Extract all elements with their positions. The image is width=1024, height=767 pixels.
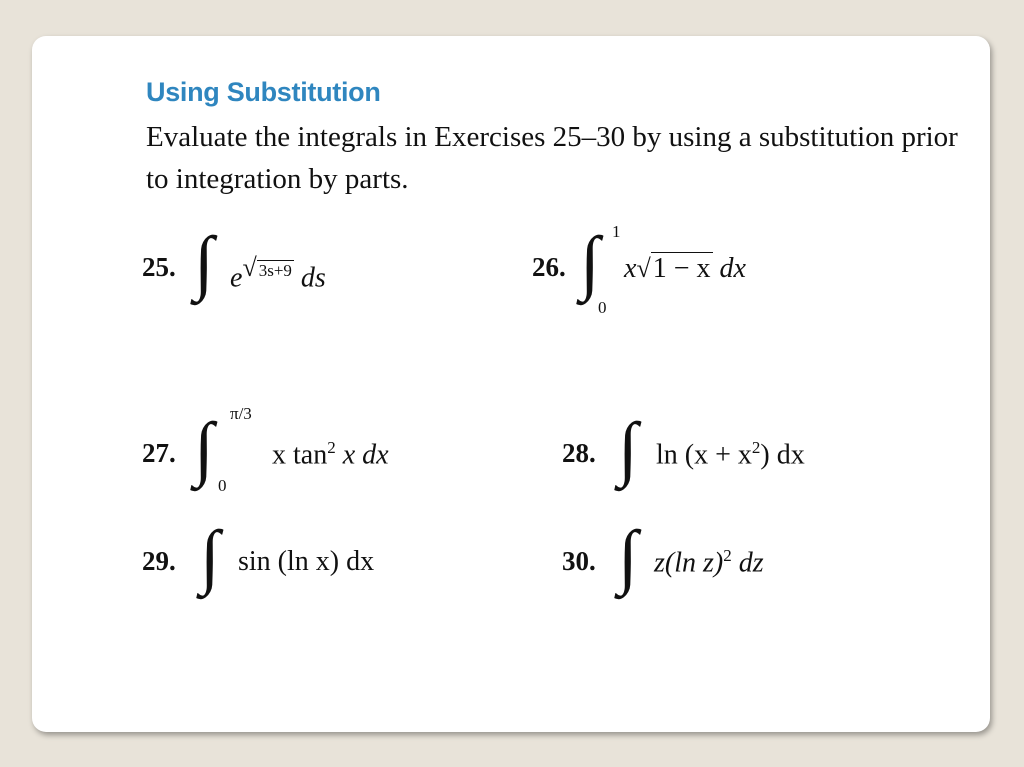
term: ln (x + x	[656, 439, 752, 471]
integrand: x√1 − x dx	[624, 253, 746, 284]
exponent: √ 3s+9	[242, 253, 292, 282]
power: 2	[723, 546, 732, 565]
term: x tan	[272, 439, 328, 471]
upper-limit: π/3	[230, 404, 252, 423]
integral-sign: ∫	[194, 408, 214, 488]
exercise-number: 27.	[142, 438, 176, 468]
upper-limit: 1	[612, 222, 621, 241]
integrand: sin (ln x) dx	[238, 546, 375, 577]
integral-sign: ∫	[580, 222, 600, 302]
integral-sign: ∫	[200, 516, 220, 596]
term: z(ln z)	[654, 547, 724, 579]
radicand: 1 − x	[652, 253, 711, 284]
instructions-text: Evaluate the integrals in Exercises 25–30 by using a substitution prior to integration by parts.	[146, 121, 958, 195]
exercise-number: 26.	[532, 252, 566, 282]
integrand	[230, 253, 326, 294]
power: 2	[327, 438, 336, 457]
exercise-number: 25.	[142, 252, 176, 282]
differential: dz	[738, 547, 764, 579]
integrand	[654, 546, 764, 579]
factor: x	[624, 253, 637, 284]
differential: ds	[300, 262, 326, 294]
integral-sign: ∫	[618, 408, 638, 488]
integral-sign: ∫	[194, 222, 214, 302]
differential: x dx	[342, 439, 389, 471]
power: 2	[751, 438, 761, 457]
lower-limit: 0	[598, 298, 607, 317]
integrand	[656, 438, 805, 471]
section-title: Using Substitution	[146, 77, 381, 107]
exercise-number: 29.	[142, 546, 176, 576]
lower-limit: 0	[218, 476, 227, 495]
radicand: 3s+9	[258, 261, 292, 280]
exercise-number: 30.	[562, 546, 596, 576]
differential: dx	[719, 253, 746, 284]
base: e	[230, 262, 243, 294]
exercise-number: 28.	[562, 438, 596, 468]
differential: ) dx	[760, 439, 805, 471]
integral-sign: ∫	[618, 516, 638, 596]
integrand	[272, 438, 389, 471]
